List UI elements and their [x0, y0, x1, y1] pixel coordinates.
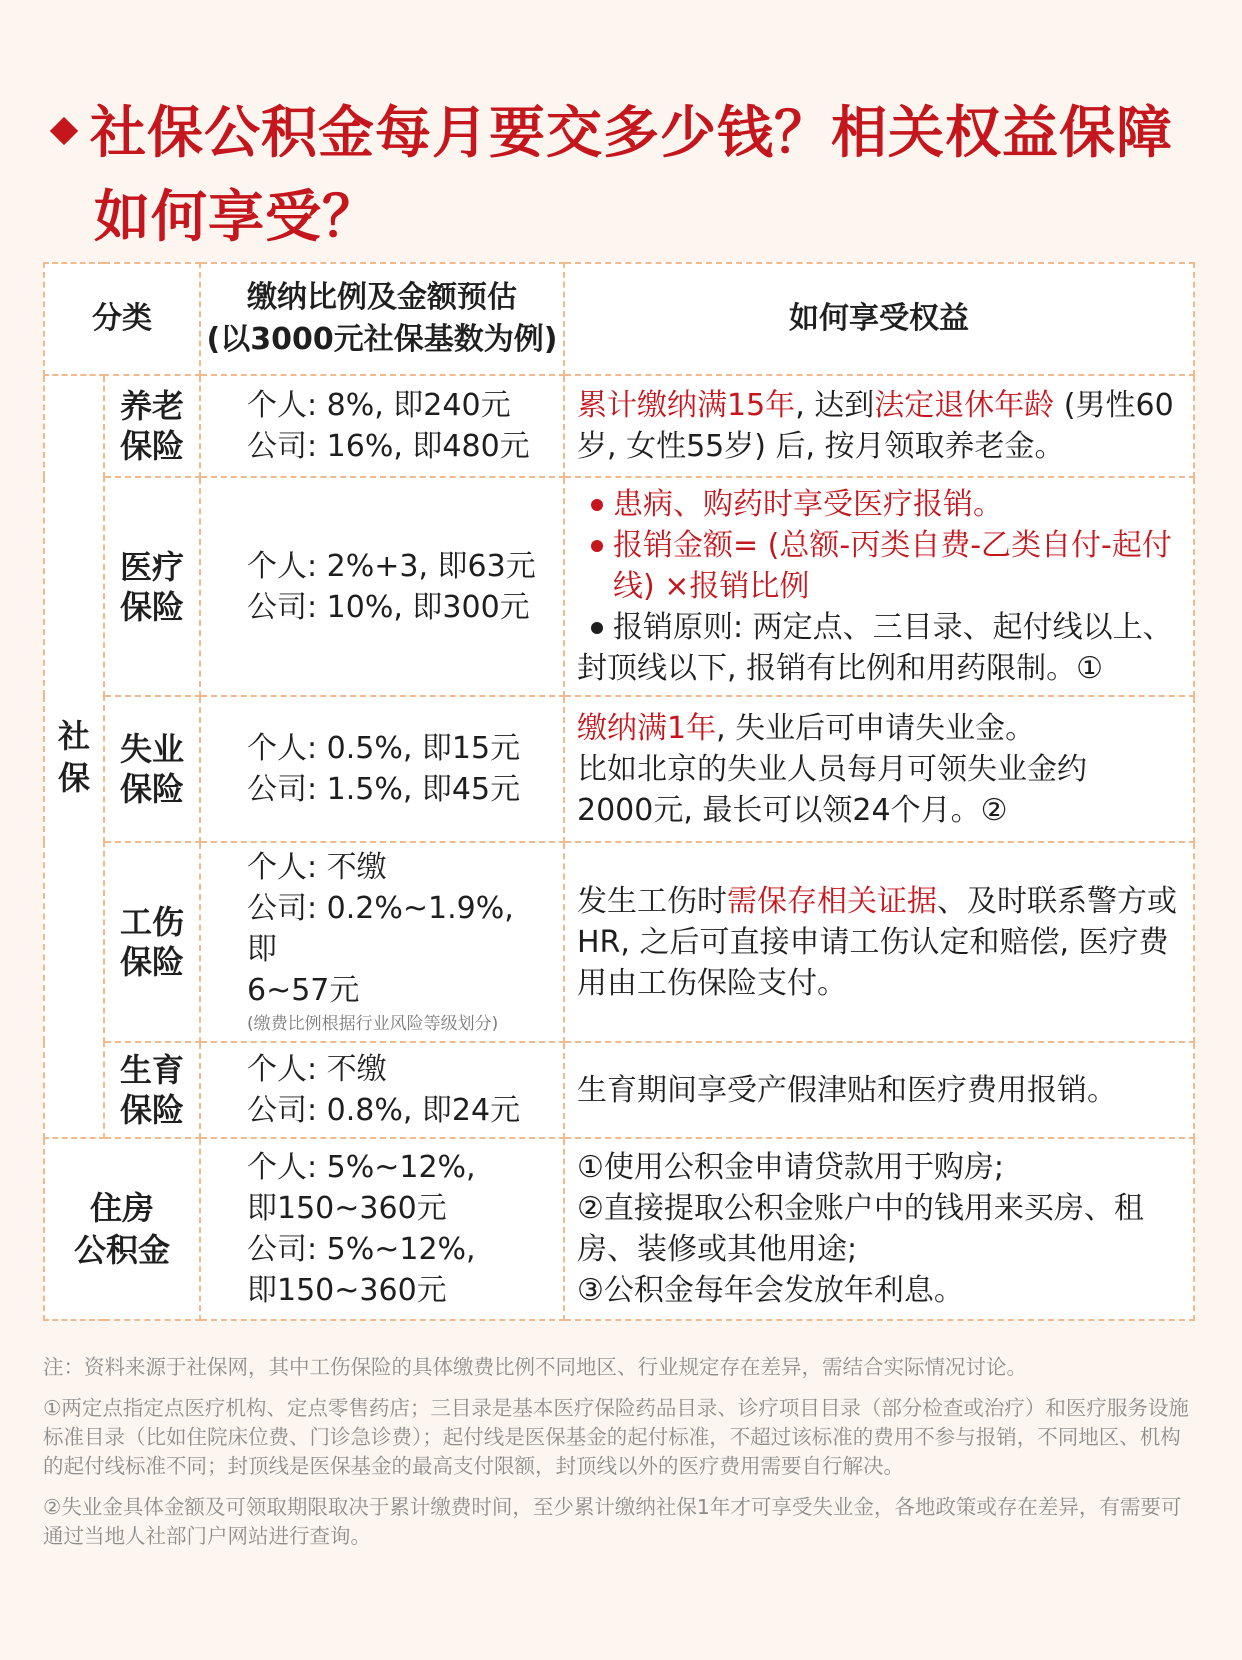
footnote-2: ②失业金具体金额及可领取期限取决于累计缴费时间，至少累计缴纳社保1年才可享受失业金，各地政策或存在差异，有需要可通过当地人社部门户网站进行查询。: [43, 1495, 1182, 1548]
header-row: [44, 263, 1194, 375]
category-name-line-1: 住房: [89, 1189, 154, 1227]
benefit-unemployment: [564, 696, 1194, 842]
benefit-text: 2000元, 最长可以领24个月。②: [577, 792, 1008, 828]
table-row-unemployment: [44, 696, 1194, 842]
amount-company: 公司: 16%, 即480元: [247, 429, 530, 464]
category-name-line-2: 公积金: [73, 1231, 170, 1269]
category-injury: [104, 842, 200, 1042]
table-row-maternity: [44, 1042, 1194, 1138]
header-benefit: 如何享受权益: [564, 263, 1194, 375]
amount-company: 公司: 0.8%, 即24元: [247, 1093, 521, 1128]
header-amount-line-1: 缴纳比例及金额预估: [247, 280, 517, 315]
category-name-line-1: 医疗: [119, 547, 184, 586]
amount-company: 公司: 10%, 即300元: [247, 589, 530, 625]
table-row-medical: [44, 477, 1194, 696]
benefit-text: (男性60岁, 女性55岁) 后, 按月领取养老金。: [577, 388, 1174, 464]
title-line-1: 社保公积金每月要交多少钱？相关权益保障: [90, 101, 1173, 166]
category-name-line-2: 保险: [119, 1091, 184, 1129]
benefit-pension: [564, 375, 1194, 477]
category-unemployment: [104, 696, 200, 842]
amount-company: 公司: 5%~12%,: [247, 1232, 476, 1267]
benefit-maternity: 生育期间享受产假津贴和医疗费用报销。: [564, 1042, 1194, 1138]
highlight-text: 法定退休年龄: [874, 388, 1055, 423]
category-name-line-1: 失业: [119, 730, 184, 768]
amount-pension: [200, 375, 564, 477]
list-item: ①使用公积金申请贷款用于购房;: [577, 1150, 1005, 1185]
footnotes: [43, 1353, 1193, 1563]
insurance-table: [43, 262, 1195, 1321]
amount-company: 公司: 1.5%, 即45元: [247, 772, 521, 807]
highlight-text: 需保存相关证据: [727, 883, 937, 919]
amount-company-value: 即150~360元: [247, 1273, 447, 1308]
group-char-1: 社: [57, 716, 90, 755]
amount-personal: 个人: 不缴: [247, 1052, 387, 1087]
highlight-text: 缴纳满1年: [577, 710, 717, 746]
bullet-item: 患病、购药时享受医疗报销。: [577, 484, 1181, 525]
header-category: 分类: [44, 263, 200, 375]
amount-company: 公司: 0.2%~1.9%, 即: [247, 891, 514, 967]
footnote-source: 注：资料来源于社保网，其中工伤保险的具体缴费比例不同地区、行业规定存在差异，需结合实际情况讨论。: [43, 1355, 1027, 1379]
category-name-line-1: 工伤: [119, 903, 184, 941]
benefit-injury: [564, 842, 1194, 1042]
amount-injury: [200, 842, 564, 1042]
amount-personal: 个人: 不缴: [247, 850, 387, 885]
amount-housing: [200, 1138, 564, 1320]
category-name-line-1: 生育: [119, 1051, 184, 1089]
amount-personal: 个人: 2%+3, 即63元: [247, 548, 536, 584]
category-name-line-2: 保险: [119, 427, 184, 465]
header-amount-line-2: (以3000元社保基数为例): [206, 322, 558, 357]
amount-maternity: [200, 1042, 564, 1138]
category-housing: [44, 1138, 200, 1320]
category-pension: [104, 375, 200, 477]
benefit-medical: [564, 477, 1194, 696]
amount-personal: 个人: 5%~12%,: [247, 1150, 476, 1185]
amount-note: (缴费比例根据行业风险等级划分): [247, 1014, 499, 1034]
category-name-line-2: 保险: [119, 587, 184, 626]
amount-unemployment: [200, 696, 564, 842]
diamond-icon: [50, 117, 78, 145]
table-row-housing: [44, 1138, 1194, 1320]
category-maternity: [104, 1042, 200, 1138]
bullet-item: 报销原则: 两定点、三目录、起付线以上、: [577, 607, 1181, 648]
amount-personal: 个人: 8%, 即240元: [247, 388, 511, 423]
header-amount: [200, 263, 564, 375]
table-row-pension: [44, 375, 1194, 477]
category-medical: [104, 477, 200, 696]
benefit-text: 比如北京的失业人员每月可领失业金约: [577, 751, 1087, 787]
amount-personal: 个人: 0.5%, 即15元: [247, 731, 521, 766]
group-char-2: 保: [57, 758, 90, 797]
table-row-injury: [44, 842, 1194, 1042]
amount-company-cont: 6~57元: [247, 973, 360, 1008]
page-title: [48, 92, 1208, 260]
benefit-text: 发生工伤时: [577, 883, 727, 919]
bullet-item-continued: 封顶线以下, 报销有比例和用药限制。①: [577, 651, 1103, 686]
list-item: ③公积金每年会发放年利息。: [577, 1273, 964, 1308]
highlight-text: 累计缴纳满15年: [577, 388, 796, 423]
list-item: ②直接提取公积金账户中的钱用来买房、租房、装修或其他用途;: [577, 1191, 1144, 1267]
title-line-2: 如何享受？: [94, 185, 379, 250]
benefit-text: , 失业后可申请失业金。: [716, 710, 1036, 746]
amount-personal-value: 即150~360元: [247, 1191, 447, 1226]
social-insurance-group-label: [44, 375, 104, 1138]
benefit-text: , 达到: [795, 388, 875, 423]
category-name-line-2: 保险: [119, 770, 184, 808]
footnote-1: ①两定点指定点医疗机构、定点零售药店；三目录是基本医疗保险药品目录、诊疗项目目录（部分检查或治疗）和医疗服务设施标准目录（比如住院床位费、门诊急诊费）；起付线是医保基金的起付标准，不超过该标准的费用不参与报销，不同地区、机构的起付线标准不同；封顶线是医保基金的最高支付限额，封顶线以外的医疗费用需要自行解决。: [43, 1396, 1189, 1478]
benefit-text: 、及时联系警方或HR, 之后可直接申请工伤认定和赔偿, 医疗费用由工伤保险支付。: [577, 883, 1177, 1001]
bullet-item: 报销金额= (总额-丙类自费-乙类自付-起付线) ×报销比例: [577, 525, 1181, 607]
category-name-line-1: 养老: [119, 387, 184, 425]
category-name-line-2: 保险: [119, 943, 184, 981]
benefit-housing: [564, 1138, 1194, 1320]
amount-medical: [200, 477, 564, 696]
